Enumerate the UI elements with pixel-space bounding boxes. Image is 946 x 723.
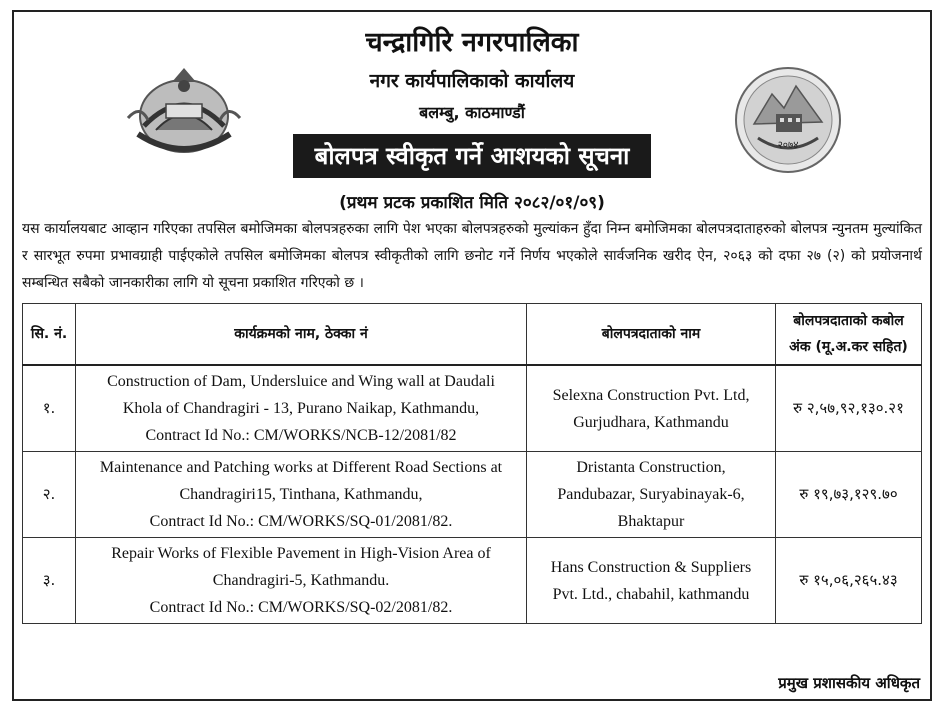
work-line: Chandragiri15, Tinthana, Kathmandu, xyxy=(179,486,423,503)
intro-paragraph: यस कार्यालयबाट आव्हान गरिएका तपसिल बमोजिमका बोलपत्रहरुका लागि पेश भएका बोलपत्रहरुको मुल्यांकन हुँदा निम्न बमोजिमका बोलपत्रदाताहरुको बोलपत्र न्युनतम मुल्यांकित र सारभूत रुपमा प्रभावग्राही पाईएकोले तपसिल बमोजिमका बोलपत्र स्वीकृतीको लागि छनोट गर्ने निर्णय भएकोले सार्वजनिक खरीद ऐन, २०६३ को दफा २७ (२) को प्रयोजनार्थ सम्बन्धित सबैको जानकारीका लागि यो सूचना प्रकाशित गरिएको छ । xyxy=(22,221,922,291)
contract-id: Contract Id No.: CM/WORKS/SQ-02/2081/82. xyxy=(149,599,453,616)
bidder-line: Selexna Construction Pvt. Ltd, xyxy=(552,386,750,404)
notice-heading: बोलपत्र स्वीकृत गर्ने आशयको सूचना xyxy=(293,134,652,178)
work-line: Construction of Dam, Undersluice and Wing wall at Daudali xyxy=(107,373,495,390)
nepal-emblem-icon xyxy=(114,64,254,162)
row-work xyxy=(76,452,527,538)
row-sn: २. xyxy=(23,452,76,538)
row-sn: १. xyxy=(23,365,76,452)
header-amount: बोलपत्रदाताको कबोल अंक (मू.अ.कर सहित) xyxy=(776,304,922,366)
bidder-line: Dristanta Construction, xyxy=(576,459,726,476)
contract-id: Contract Id No.: CM/WORKS/SQ-01/2081/82. xyxy=(149,513,453,530)
contract-id: Contract Id No.: CM/WORKS/NCB-12/2081/82 xyxy=(145,427,457,444)
bidder-line: Gurjudhara, Kathmandu xyxy=(573,413,729,431)
table-row xyxy=(23,452,922,538)
header-sn: सि. नं. xyxy=(23,304,76,366)
logo-year: २०७४ xyxy=(777,140,799,151)
bidder-line: Pvt. Ltd., chabahil, kathmandu xyxy=(552,585,750,603)
row-amount: रु १५,०६,२६५.४३ xyxy=(776,538,922,624)
table-row xyxy=(23,538,922,624)
municipality-logo-icon xyxy=(732,64,844,176)
header-work: कार्यक्रमको नाम, ठेक्का नं xyxy=(76,304,527,366)
work-line: Maintenance and Patching works at Different Road Sections at xyxy=(99,459,503,476)
header-bidder: बोलपत्रदाताको नाम xyxy=(527,304,776,366)
table-row xyxy=(23,365,922,452)
row-work xyxy=(76,538,527,624)
work-line: Khola of Chandragiri - 13, Purano Naikap, Kathmandu, xyxy=(122,400,480,417)
work-line: Chandragiri-5, Kathmandu. xyxy=(212,572,390,589)
row-bidder xyxy=(527,365,776,452)
bidder-line: Hans Construction & Suppliers xyxy=(550,558,752,576)
org-title: चन्द्रागिरि नगरपालिका xyxy=(365,27,579,58)
bid-table xyxy=(22,303,922,624)
row-amount: रु १९,७३,१२९.७० xyxy=(776,452,922,538)
office-address: बलम्बु, काठमाण्डौं xyxy=(419,103,525,122)
office-title: नगर कार्यपालिकाको कार्यालय xyxy=(369,70,575,92)
public-notice xyxy=(12,10,932,701)
bidder-line: Pandubazar, Suryabinayak-6, xyxy=(557,486,745,503)
row-work xyxy=(76,365,527,452)
table-header-row xyxy=(23,304,922,366)
bidder-line: Bhaktapur xyxy=(617,513,685,530)
row-bidder xyxy=(527,538,776,624)
work-line: Repair Works of Flexible Pavement in High-Vision Area of xyxy=(111,545,491,562)
publication-date: (प्रथम प्रटक प्रकाशित मिति २०८२/०१/०९) xyxy=(339,193,605,213)
row-bidder xyxy=(527,452,776,538)
signatory-title: प्रमुख प्रशासकीय अधिकृत xyxy=(778,674,920,692)
row-amount: रु २,५७,९२,१३०.२१ xyxy=(776,365,922,452)
row-sn: ३. xyxy=(23,538,76,624)
